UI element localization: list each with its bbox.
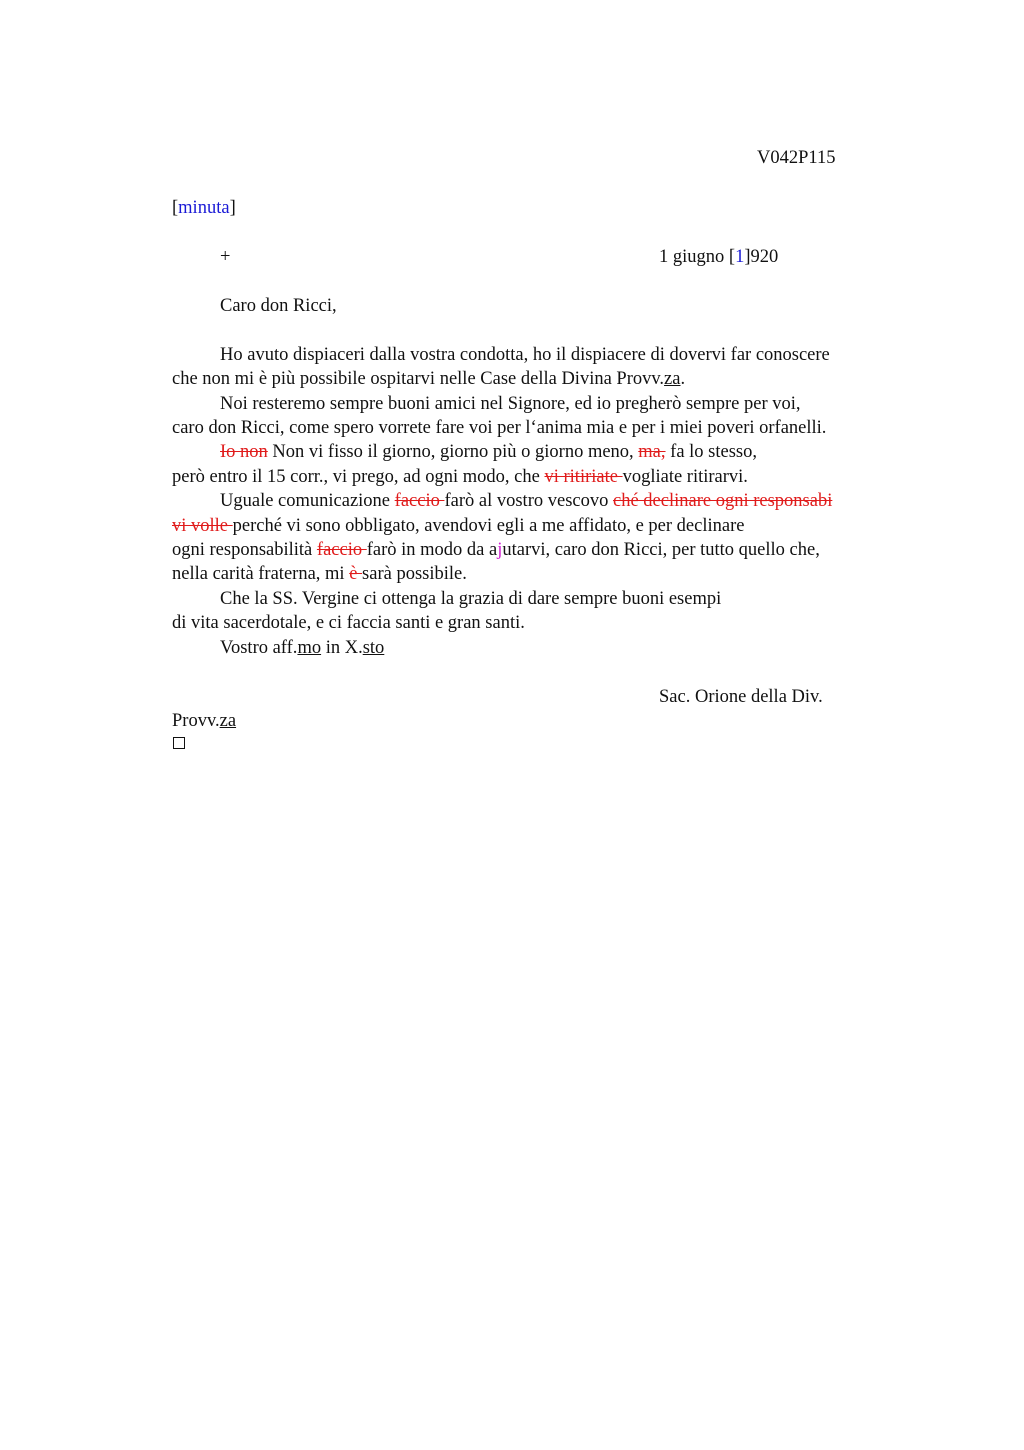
p2-line-1: Noi resteremo sempre buoni amici nel Signore, ed io pregherò sempre per voi, bbox=[220, 394, 801, 414]
signature-line-2 bbox=[172, 710, 236, 732]
minuta-tag bbox=[172, 197, 236, 219]
p3-deletion-3: vi ritiriate bbox=[544, 467, 623, 487]
p4-line-1 bbox=[220, 490, 832, 512]
date-prefix: 1 giugno [ bbox=[659, 247, 736, 267]
p1-line-2-text: che non mi è più possibile ospitarvi nelle Case della Divina Provv. bbox=[172, 369, 665, 389]
p4-insertion: j bbox=[497, 540, 503, 560]
p3-line-2-text: però entro il 15 corr., vi prego, ad ogni modo, che bbox=[172, 467, 545, 487]
p3-line-2-end: vogliate ritirarvi. bbox=[622, 467, 748, 487]
end-box-icon bbox=[173, 737, 185, 749]
p2-line-2: caro don Ricci, come spero vorrete fare voi per l‘anima mia e per i miei poveri orfanelli. bbox=[172, 418, 827, 438]
signature-line-1: Sac. Orione della Div. bbox=[659, 687, 823, 707]
p3-line-2 bbox=[172, 466, 748, 488]
p4-deletion-3: vi volle bbox=[172, 516, 233, 536]
p4-deletion-5: è bbox=[349, 564, 363, 584]
p5-line-2: di vita sacerdotale, e ci faccia santi e gran santi. bbox=[172, 613, 525, 633]
document-id: V042P115 bbox=[757, 148, 836, 168]
p4-line-2-text: perché vi sono obbligato, avendovi egli a me affidato, e per declinare bbox=[232, 516, 745, 536]
cross-mark: + bbox=[220, 247, 231, 267]
letter-date bbox=[659, 246, 778, 268]
closing-abbrev-2: sto bbox=[362, 638, 385, 658]
p4-line-3 bbox=[172, 539, 820, 561]
p4-line-1-text: Uguale comunicazione bbox=[220, 491, 395, 511]
p4-line-4-text: nella carità fraterna, mi bbox=[172, 564, 350, 584]
p4-line-3-end: utarvi, caro don Ricci, per tutto quello che, bbox=[502, 540, 820, 560]
closing-mid: in X. bbox=[321, 638, 363, 658]
date-year-digit: 1 bbox=[735, 247, 745, 267]
closing-text: Vostro aff. bbox=[220, 638, 298, 658]
tag-text: minuta bbox=[178, 198, 230, 218]
p4-deletion-4: faccio bbox=[316, 540, 367, 560]
p4-line-4-end: sarà possibile. bbox=[362, 564, 467, 584]
p5-line-1: Che la SS. Vergine ci ottenga la grazia di dare sempre buoni esempi bbox=[220, 589, 722, 609]
closing-abbrev-1: mo bbox=[297, 638, 322, 658]
signature-text: Provv. bbox=[172, 711, 220, 731]
p4-line-1-mid: farò al vostro vescovo bbox=[444, 491, 613, 511]
tag-open-bracket: [ bbox=[172, 198, 179, 218]
p1-line-2-end: . bbox=[680, 369, 686, 389]
p3-line-1 bbox=[220, 441, 757, 463]
p1-line-1: Ho avuto dispiaceri dalla vostra condotta, ho il dispiacere di dovervi far conoscere bbox=[220, 345, 830, 365]
p4-line-2 bbox=[172, 515, 744, 537]
p3-line-1-end: fa lo stesso, bbox=[665, 442, 757, 462]
date-suffix: ]920 bbox=[744, 247, 779, 267]
p4-line-3-mid: farò in modo da a bbox=[366, 540, 498, 560]
p3-line-1-text: Non vi fisso il giorno, giorno più o giorno meno, bbox=[267, 442, 639, 462]
p3-deletion-2: ma, bbox=[638, 442, 666, 462]
p4-deletion-1: faccio bbox=[394, 491, 445, 511]
p4-deletion-2: ché declinare ogni responsabi bbox=[612, 491, 833, 511]
p1-line-2 bbox=[172, 368, 685, 390]
closing bbox=[220, 637, 384, 659]
p4-line-4 bbox=[172, 563, 467, 585]
signature-abbrev: za bbox=[219, 711, 237, 731]
p3-deletion-1: Io non bbox=[220, 442, 268, 462]
p4-line-3-text: ogni responsabilità bbox=[172, 540, 317, 560]
tag-close-bracket: ] bbox=[229, 198, 236, 218]
p1-abbrev-suffix: za bbox=[664, 369, 681, 389]
salutation: Caro don Ricci, bbox=[220, 296, 337, 316]
